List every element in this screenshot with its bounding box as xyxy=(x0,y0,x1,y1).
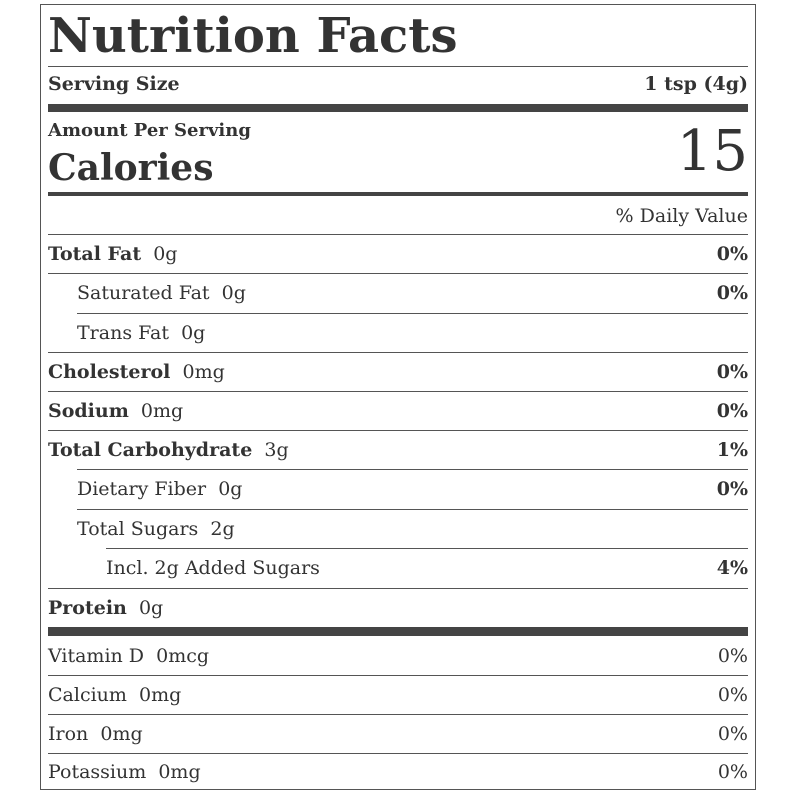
daily-value-header: % Daily Value xyxy=(615,205,748,227)
vitamin-dv: 0% xyxy=(717,684,748,706)
vitamin-row-potassium xyxy=(48,753,748,791)
nutrient-name-cell: Total Fat 0g xyxy=(48,243,178,265)
nutrient-row-total-fat xyxy=(48,235,748,273)
nutrient-row-dietary-fiber xyxy=(48,470,748,508)
nutrient-row-protein xyxy=(48,589,748,627)
vitamin-name-cell: Potassium 0mg xyxy=(48,761,201,783)
thick-divider xyxy=(48,627,748,636)
vitamin-row-vitamin-d xyxy=(48,637,748,675)
nutrient-name-cell: Total Sugars 2g xyxy=(77,518,235,540)
nutrient-row-added-sugars xyxy=(48,549,748,587)
nutrient-name-cell: Dietary Fiber 0g xyxy=(77,478,243,500)
nutrient-dv: 4% xyxy=(716,557,748,579)
nutrient-name-cell: Saturated Fat 0g xyxy=(77,282,246,304)
calories-label: Calories xyxy=(48,147,214,189)
vitamin-name-cell: Calcium 0mg xyxy=(48,684,182,706)
label-title: Nutrition Facts xyxy=(48,8,458,64)
nutrient-row-saturated-fat xyxy=(48,274,748,312)
nutrient-row-trans-fat xyxy=(48,314,748,352)
nutrient-dv: 0% xyxy=(716,361,748,383)
nutrient-name-cell: Cholesterol 0mg xyxy=(48,361,225,383)
nutrient-dv: 0% xyxy=(716,478,748,500)
medium-divider xyxy=(48,192,748,196)
nutrient-name-cell: Incl. 2g Added Sugars xyxy=(106,557,320,579)
vitamin-dv: 0% xyxy=(717,761,748,783)
serving-size-label: Serving Size xyxy=(48,73,180,95)
serving-size-value: 1 tsp (4g) xyxy=(644,73,748,95)
vitamin-dv: 0% xyxy=(717,723,748,745)
nutrient-name-cell: Sodium 0mg xyxy=(48,400,184,422)
vitamin-name-cell: Vitamin D 0mcg xyxy=(48,645,210,667)
nutrient-dv: 1% xyxy=(716,439,748,461)
calories-value: 15 xyxy=(676,119,748,184)
nutrient-dv: 0% xyxy=(716,400,748,422)
nutrient-name-cell: Trans Fat 0g xyxy=(77,322,206,344)
nutrient-name-cell: Protein 0g xyxy=(48,597,164,619)
vitamin-name-cell: Iron 0mg xyxy=(48,723,143,745)
serving-size-row xyxy=(48,66,748,102)
nutrient-row-total-sugars xyxy=(48,510,748,548)
vitamin-dv: 0% xyxy=(717,645,748,667)
amount-per-serving-label: Amount Per Serving xyxy=(48,120,251,141)
nutrient-row-total-carbohydrate xyxy=(48,431,748,469)
nutrient-dv: 0% xyxy=(716,282,748,304)
nutrient-dv: 0% xyxy=(716,243,748,265)
nutrient-name-cell: Total Carbohydrate 3g xyxy=(48,439,289,461)
thick-divider xyxy=(48,104,748,112)
vitamin-row-iron xyxy=(48,715,748,753)
nutrient-row-cholesterol xyxy=(48,353,748,391)
vitamin-row-calcium xyxy=(48,676,748,714)
nutrient-row-sodium xyxy=(48,392,748,430)
